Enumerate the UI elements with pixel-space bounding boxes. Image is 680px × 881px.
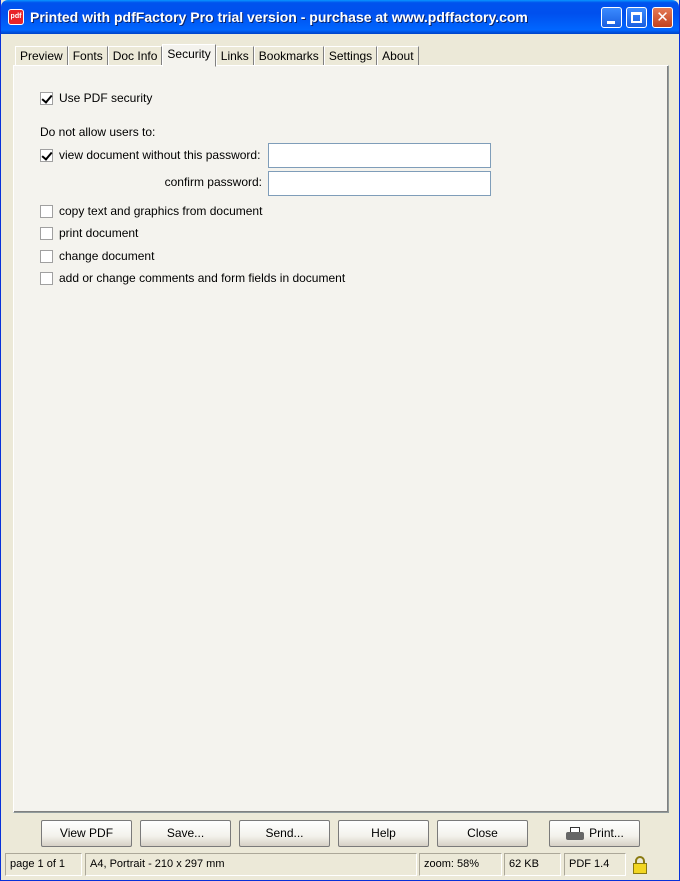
do-not-allow-label: Do not allow users to:: [40, 125, 156, 139]
status-pdf-version: PDF 1.4: [564, 853, 626, 876]
change-document-checkbox[interactable]: [40, 250, 53, 263]
close-icon: ✕: [656, 8, 669, 26]
status-file-size: 62 KB: [504, 853, 561, 876]
close-button[interactable]: Close: [437, 820, 528, 847]
save-button[interactable]: Save...: [140, 820, 231, 847]
use-pdf-security-checkbox[interactable]: [40, 92, 53, 105]
minimize-icon: [607, 21, 615, 24]
status-page: page 1 of 1: [5, 853, 82, 876]
status-paper-size: A4, Portrait - 210 x 297 mm: [85, 853, 417, 876]
maximize-icon: [631, 12, 642, 23]
help-button[interactable]: Help: [338, 820, 429, 847]
confirm-password-input[interactable]: [268, 171, 491, 196]
security-panel: [13, 65, 669, 813]
print-document-option[interactable]: [40, 226, 138, 240]
copy-text-checkbox[interactable]: [40, 205, 53, 218]
view-pdf-button[interactable]: View PDF: [41, 820, 132, 847]
tab-fonts[interactable]: Fonts: [68, 46, 108, 67]
tab-settings[interactable]: Settings: [324, 46, 377, 67]
copy-text-option[interactable]: [40, 204, 262, 218]
close-window-button[interactable]: [652, 7, 673, 28]
change-document-option[interactable]: [40, 249, 154, 263]
comments-forms-checkbox[interactable]: [40, 272, 53, 285]
pdffactory-app-icon[interactable]: pdf: [8, 9, 24, 25]
view-password-option[interactable]: [40, 148, 260, 162]
minimize-button[interactable]: [601, 7, 622, 28]
print-document-label: print document: [59, 226, 139, 240]
title-bar[interactable]: [1, 0, 679, 34]
view-password-checkbox[interactable]: [40, 149, 53, 162]
use-pdf-security-option[interactable]: [40, 91, 152, 105]
tab-doc-info[interactable]: Doc Info: [108, 46, 163, 67]
lock-icon: [631, 856, 649, 874]
print-button-label: Print...: [589, 826, 624, 840]
printer-icon: [565, 827, 585, 841]
section-label-row: [40, 125, 155, 139]
send-button[interactable]: Send...: [239, 820, 330, 847]
status-bar: [5, 853, 677, 877]
view-password-label: view document without this password:: [59, 148, 261, 162]
print-button[interactable]: [549, 820, 640, 847]
use-pdf-security-label: Use PDF security: [59, 91, 153, 105]
tab-links[interactable]: Links: [216, 46, 254, 67]
comments-forms-label: add or change comments and form fields in document: [59, 271, 346, 285]
comments-forms-option[interactable]: [40, 271, 345, 285]
maximize-button[interactable]: [626, 7, 647, 28]
confirm-password-label: confirm password:: [164, 175, 262, 189]
change-document-label: change document: [59, 249, 155, 263]
view-password-input[interactable]: [268, 143, 491, 168]
window-title: Printed with pdfFactory Pro trial version - purchase at www.pdffactory.com: [30, 9, 528, 25]
tab-strip: [15, 44, 419, 66]
print-document-checkbox[interactable]: [40, 227, 53, 240]
status-zoom: zoom: 58%: [419, 853, 502, 876]
tab-bookmarks[interactable]: Bookmarks: [254, 46, 324, 67]
tab-security[interactable]: Security: [162, 44, 215, 67]
tab-about[interactable]: About: [377, 46, 418, 67]
copy-text-label: copy text and graphics from document: [59, 204, 263, 218]
tab-preview[interactable]: Preview: [15, 46, 68, 67]
